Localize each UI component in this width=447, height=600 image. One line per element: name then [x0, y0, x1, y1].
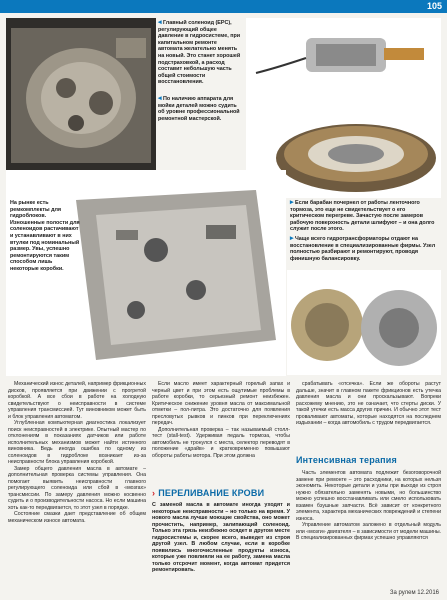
column-2: Если масло имеет характерный горелый запах и черный цвет и при этом есть ощутимые проблемы в работе коробки, то серьезный ремонт неизбежен. Критическое снижение уровня масла от максимальной отметки – пол-литра. Это достаточно для появления пресловутых рывков и пинков при переключениях передач. Дополнительная проверка – так называемый столл-тест (stall-test). Удерживая педаль тормоза, чтобы автомобиль не тронулся с места, селектор переводят в положение «драйв» и кратковременно повышают обороты работы мотора. При этом должна — [152, 381, 290, 459]
column-3: срабатывать «отсечка». Если же обороты растут дальше, значит в главном пакете фрикционов есть утечка давления масла и они проскальзывают. Вопреки расхожему мнению, это не означает, что стерты диски. У такой утечки есть масса других причин. И обычно этот тест проваливают автоматы, которые находятся на последнем издыхании – когда автомобиль с трудом передвигается. — [296, 381, 441, 426]
oil-change-text: С заменой масла в автомате иногда уходят и некоторые неисправности – но только на время. У нового масла лучше моющие свойства, оно может прочистить, например, залипающий соленоид. Только эта грязь неизбежно осядет в другом месте гидросистемы и, скорее всего, выведет из строя другой узел. В любом случае, если в коробке появились многочисленные продукты износа, которые уже повлияли на ее работу, замена масла только отсрочит момент, когда автомат придется ремонтировать. — [152, 502, 290, 573]
photo-solenoid — [6, 18, 156, 170]
caption-hydroblock: На рынке есть ремкомплекты для гидроблоков. Изношенные полости для соленоидов растачивают и устанавливают в них втулки под номинальный размер. Увы, успешно ремонтируются таким способом лишь некоторые коробки. — [10, 200, 80, 272]
top-bar — [0, 0, 447, 13]
column-3b: Часть элементов автомата подлежит безоговорочной замене при ремонте – это расходники, на которых нельзя экономить. Некоторые детали и узлы при выходе из строя нужно обязательно заменять новыми, но большинство можно успешно восстанавливать или смело использовать взамен бэушные запчасти. Всё зависит от конкретного элемента, характера механических повреждений и степени износа. Управление автоматом заложено в отдельный модуль или «мозги» двигателя – в зависимости от модели машины. В специализированных фирмах успешно управляются — [296, 470, 441, 541]
page-number: 105 — [426, 1, 442, 11]
photo-converter — [287, 270, 441, 375]
photo-epc-solenoid — [246, 18, 441, 98]
caption-converter: ▸ Чаще всего гидротрансформаторы отдают на восстановление в специализированные фирмы. Узел полностью разбирают и ремонтируют, проводя финишную балансировку. — [290, 235, 436, 262]
header-oil-change: › ПЕРЕЛИВАНИЕ КРОВИ — [152, 488, 265, 498]
caption-drum: ▸ Если барабан почернел от работы ленточного тормоза, это еще не свидетельствует о его критическом перегреве. Зачастую после замеров рабочую поверхность детали шлифуют – и она долго служит после этого. — [290, 199, 435, 233]
caption-washing: ◂ По наличию аппарата для мойки деталей можно судить об уровне профессиональной ремонтной мастерской. — [158, 95, 240, 122]
header-therapy: Интенсивная терапия — [296, 455, 397, 465]
column-1: Механический износ деталей, например фрикционных дисков, проявляется при движении с прогретой коробкой. А все сбои в работе на холодную свидетельствуют о неисправности в системе управления трансмиссией. Тут виновником может быть и блок управления автоматом. Углубленная компьютерная диагностика локализует поиск неисправностей в электрике. Опытный мастер по отклонениям в показаниях датчиков или работе исполнительных механизмов может найти истинного виновника. Ведь иногда ошибка по одному из соленоидов в гидроблоке возникает из-за неисправности блока управления коробкой. Замер общего давления масла в автомате – дополнительная проверка системы управления. Она помогает выявить неисправности главного регулирующего соленоида или сбой в «мозгах» трансмиссии. По замеру давления можно косвенно судить и о производительности насоса. Но если машина хоть как-то передвигается, то этот узел в порядке. Состояние смазки дает представление об общем механическом износе автомата. — [8, 381, 146, 524]
footer-magazine: За рулем 12.2016 — [389, 590, 439, 596]
caption-solenoid: ◂ Главный соленоид (EPC), регулирующий общее давление в гидросистеме, при капитальном ремонте автомата желательно менять на новый. Это станет хорошей подстраховкой, а расход составит небольшую часть общей стоимости восстановления. — [158, 19, 241, 86]
